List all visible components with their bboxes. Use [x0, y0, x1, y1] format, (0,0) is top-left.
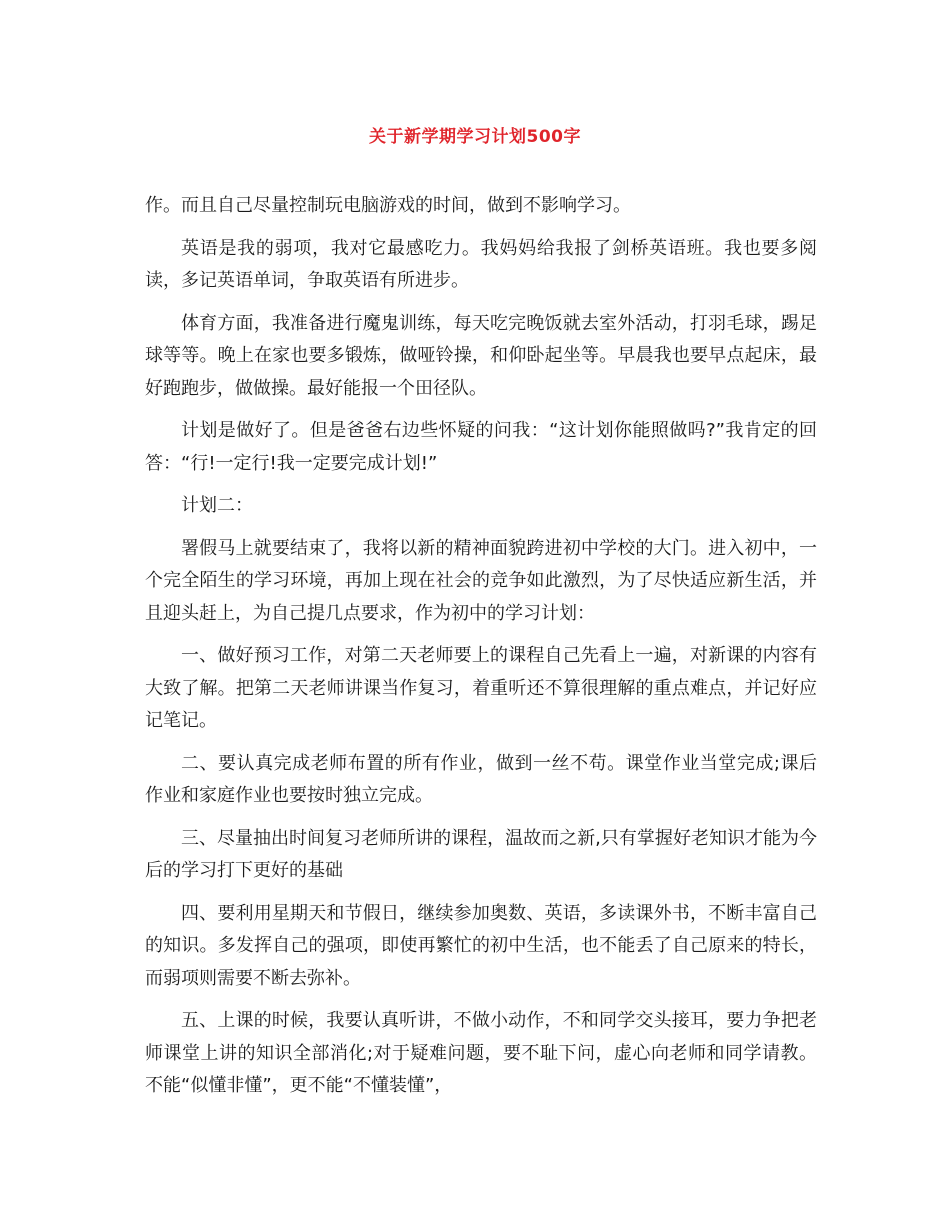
paragraph-2: 英语是我的弱项，我对它最感吃力。我妈妈给我报了剑桥英语班。我也要多阅读，多记英语单词，争取英语有所进步。 [145, 237, 817, 291]
paragraph-4: 计划是做好了。但是爸爸右边些怀疑的问我：“这计划你能照做吗?”我肯定的回答：“行!一定行!我一定要完成计划!” [145, 420, 817, 474]
document-body [145, 190, 817, 1113]
paragraph-10: 四、要利用星期天和节假日，继续参加奥数、英语，多读课外书，不断丰富自己的知识。多发挥自己的强项，即使再繁忙的初中生活，也不能丢了自己原来的特长，而弱项则需要不断去弥补。 [145, 902, 817, 989]
paragraph-5: 计划二： [181, 495, 253, 516]
paragraph-1: 作。而且自己尽量控制玩电脑游戏的时间，做到不影响学习。 [145, 195, 631, 216]
paragraph-9: 三、尽量抽出时间复习老师所讲的课程，温故而之新,只有掌握好老知识才能为今后的学习打下更好的基础 [145, 827, 817, 881]
paragraph-6: 署假马上就要结束了，我将以新的精神面貌跨进初中学校的大门。进入初中，一个完全陌生的学习环境，再加上现在社会的竞争如此激烈，为了尽快适应新生活，并且迎头赶上，为自己提几点要求，作为初中的学习计划： [145, 537, 817, 624]
paragraph-11: 五、上课的时候，我要认真听讲，不做小动作，不和同学交头接耳，要力争把老师课堂上讲的知识全部消化;对于疑难问题，要不耻下问，虚心向老师和同学请教。不能“似懂非懂”，更不能“不懂装懂”， [145, 1010, 817, 1096]
paragraph-8: 二、要认真完成老师布置的所有作业，做到一丝不苟。课堂作业当堂完成;课后作业和家庭作业也要按时独立完成。 [145, 752, 817, 806]
paragraph-7: 一、做好预习工作，对第二天老师要上的课程自己先看上一遍，对新课的内容有大致了解。把第二天老师讲课当作复习，着重听还不算很理解的重点难点，并记好应记笔记。 [145, 645, 817, 731]
document-title: 关于新学期学习计划500字 [369, 127, 581, 147]
paragraph-3: 体育方面，我准备进行魔鬼训练，每天吃完晚饭就去室外活动，打羽毛球，踢足球等等。晚上在家也要多锻炼，做哑铃操，和仰卧起坐等。早晨我也要早点起床，最好跑跑步，做做操。最好能报一个田径队。 [145, 312, 817, 399]
